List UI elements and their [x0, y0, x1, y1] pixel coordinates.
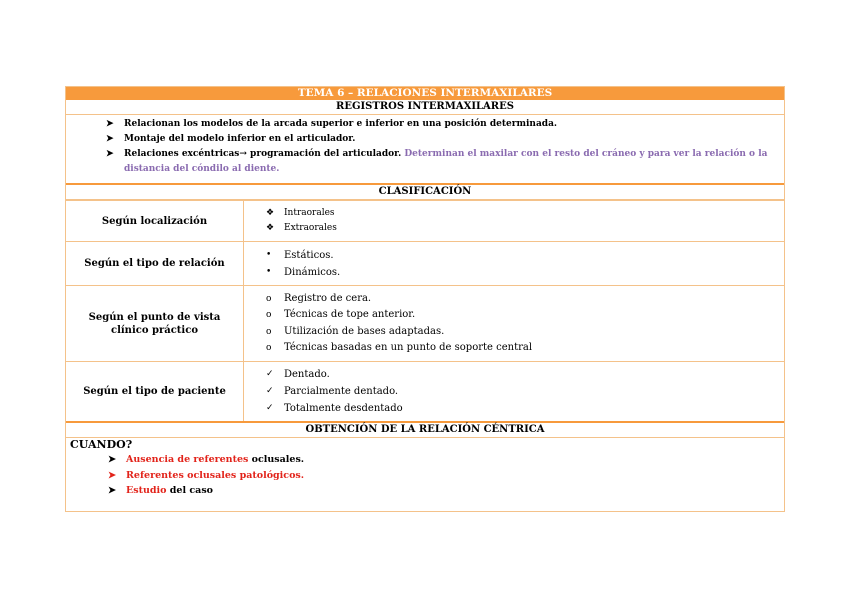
arrow-bullet-icon: ➤: [106, 119, 114, 129]
table-row: [66, 362, 784, 422]
table-row: [66, 242, 784, 286]
row-label: Según el punto de vista clínico práctico: [66, 286, 244, 362]
when-label: CUANDO?: [70, 438, 133, 451]
dot-bullet-icon: •: [266, 266, 272, 277]
table-row: [66, 286, 784, 362]
diamond-bullet-icon: ❖: [266, 208, 275, 218]
list-item: ❖ Intraorales: [266, 206, 784, 221]
list-item: ➤ Relaciones excéntricas→ programación del articulador. Determinan el maxilar con el resto del cráneo y para ver la relación o la distancia del cóndilo al diente.: [106, 149, 768, 174]
clasificacion-table: [66, 200, 784, 421]
section-clasificacion-title: CLASIFICACIÓN: [66, 183, 784, 200]
list-item: ➤ Estudio del caso: [108, 483, 784, 499]
registros-list: [66, 115, 784, 183]
list-item: ✓ Dentado.: [266, 366, 784, 383]
arrow-bullet-icon: ➤: [108, 485, 116, 496]
list-item: ❖ Extraorales: [266, 221, 784, 236]
diamond-bullet-icon: ❖: [266, 223, 275, 233]
list-item: ➤ Montaje del modelo inferior en el articulador.: [106, 132, 784, 147]
list-item: ✓ Totalmente desdentado: [266, 400, 784, 417]
section-registros-title: REGISTROS INTERMAXILARES: [66, 100, 784, 115]
list-item: o Técnicas basadas en un punto de soporte central: [266, 340, 784, 357]
obtencion-list: [66, 452, 784, 511]
arrow-bullet-icon: ➤: [108, 454, 116, 465]
list-item: ➤ Referentes oclusales patológicos.: [108, 468, 784, 484]
circle-bullet-icon: o: [266, 293, 272, 304]
list-item: • Estáticos.: [266, 247, 784, 264]
list-item: ➤ Ausencia de referentes oclusales.: [108, 452, 784, 468]
list-item: ➤ Relacionan los modelos de la arcada superior e inferior en una posición determinada.: [106, 117, 784, 132]
list-item: o Registro de cera.: [266, 291, 784, 308]
arrow-bullet-icon: ➤: [106, 149, 114, 159]
checkmark-icon: ✓: [266, 403, 274, 413]
section-obtencion-title: OBTENCIÓN DE LA RELACIÓN CÉNTRICA: [66, 421, 784, 438]
row-label: Según el tipo de relación: [66, 242, 244, 286]
registros-note: Determinan el maxilar con el resto del cráneo y para ver la relación o la distancia del cóndilo al diente.: [124, 149, 768, 174]
list-item: o Técnicas de tope anterior.: [266, 307, 784, 324]
arrow-bullet-icon: ➤: [106, 134, 114, 144]
circle-bullet-icon: o: [266, 326, 272, 337]
page-title: TEMA 6 – RELACIONES INTERMAXILARES: [66, 87, 784, 100]
checkmark-icon: ✓: [266, 369, 274, 379]
circle-bullet-icon: o: [266, 343, 272, 353]
list-item: o Utilización de bases adaptadas.: [266, 324, 784, 341]
checkmark-icon: ✓: [266, 386, 274, 396]
arrow-bullet-icon: ➤: [108, 469, 116, 481]
list-item: ✓ Parcialmente dentado.: [266, 383, 784, 400]
list-item: • Dinámicos.: [266, 264, 784, 281]
dot-bullet-icon: •: [266, 249, 272, 260]
row-label: Según el tipo de paciente: [66, 362, 244, 422]
document-table: [65, 86, 785, 512]
circle-bullet-icon: o: [266, 310, 272, 320]
table-row: [66, 201, 784, 242]
row-label: Según localización: [66, 201, 244, 242]
